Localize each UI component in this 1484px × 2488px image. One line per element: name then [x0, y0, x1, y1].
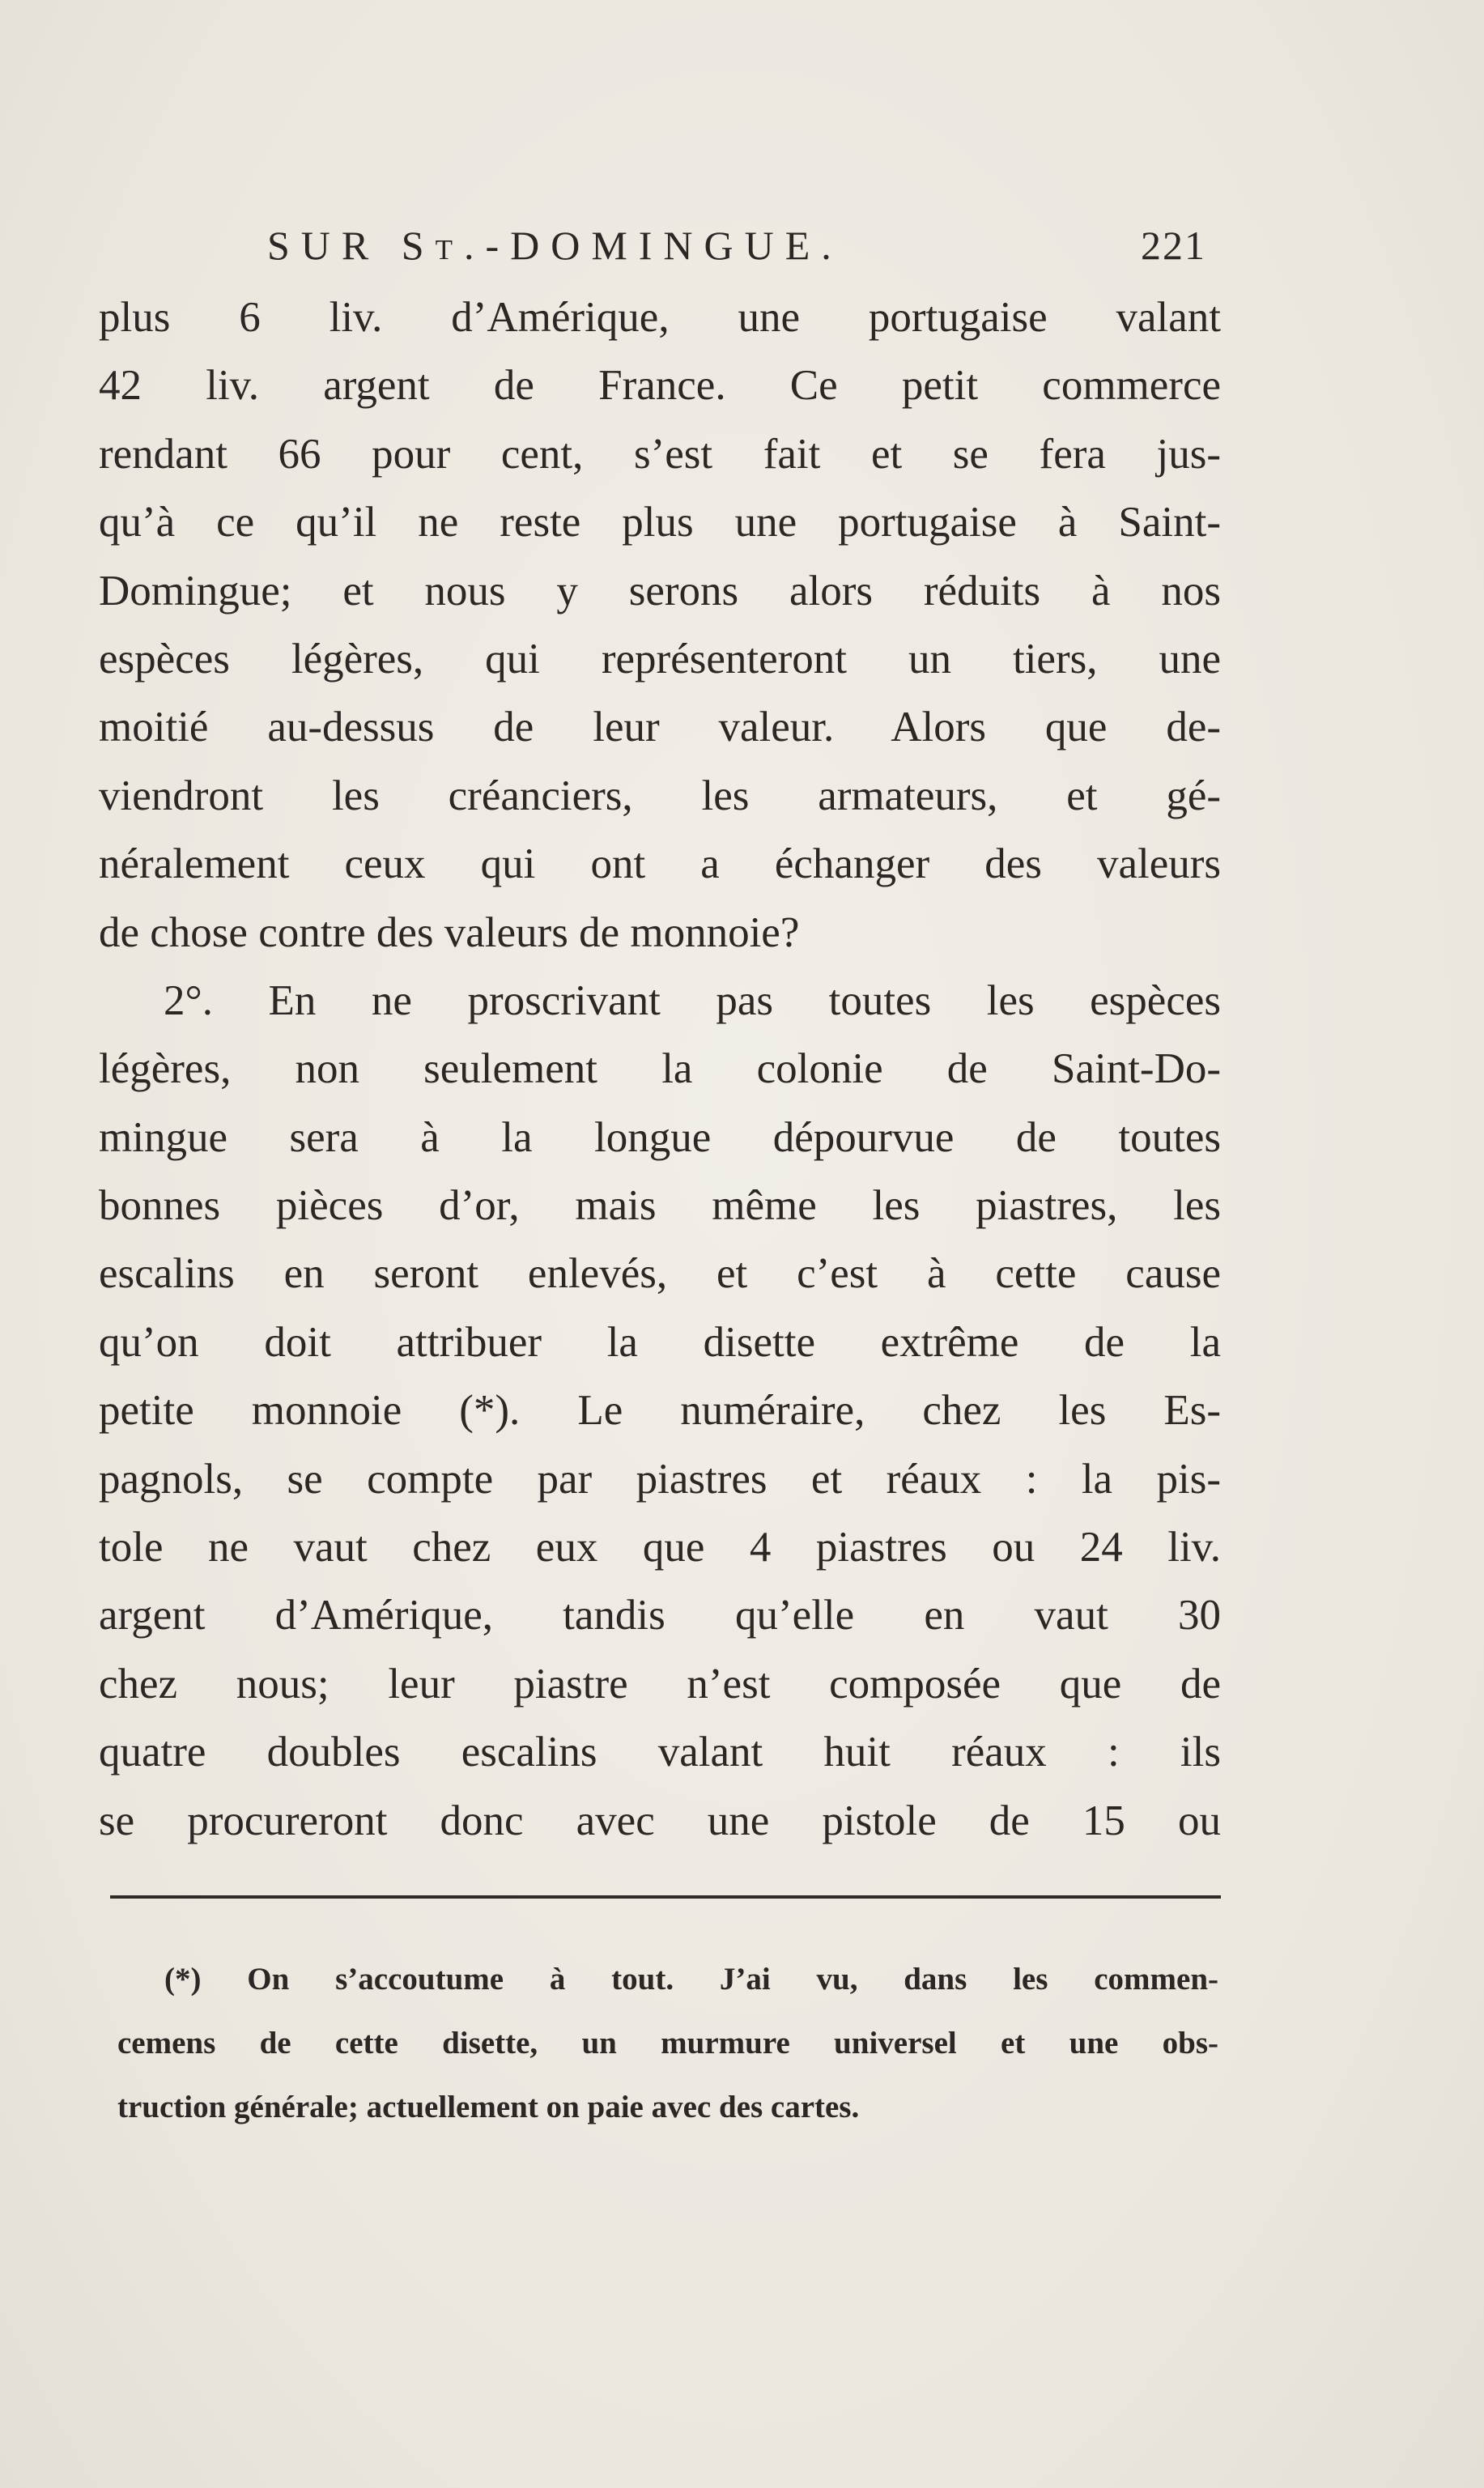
text-line: de chose contre des valeurs de monnoie? [99, 908, 800, 956]
text-line: escalins en seront enlevés, et c’est à cette cause [99, 1250, 1221, 1298]
text-line: plus 6 liv. d’Amérique, une portugaise valant [99, 294, 1221, 341]
text-line: bonnes pièces d’or, mais même les piastres, les [99, 1182, 1221, 1230]
footnote-rule [110, 1895, 1221, 1899]
text-line: argent d’Amérique, tandis qu’elle en vaut 30 [99, 1592, 1221, 1640]
text-line: néralement ceux qui ont a échanger des valeurs [99, 840, 1221, 888]
footnote-line: (*) On s’accoutume à tout. J’ai vu, dans les commen- [164, 1962, 1218, 1997]
text-line: 42 liv. argent de France. Ce petit commerce [99, 362, 1221, 410]
text-line: chez nous; leur piastre n’est composée que de [99, 1660, 1221, 1708]
text-line: se procureront donc avec une pistole de 15 ou [99, 1797, 1221, 1844]
text-line: 2°. En ne proscrivant pas toutes les espèces [164, 976, 1221, 1024]
text-line: tole ne vaut chez eux que 4 piastres ou 24 liv. [99, 1524, 1221, 1571]
footnote-line: cemens de cette disette, un murmure universel et une obs- [117, 2026, 1218, 2061]
text-line: quatre doubles escalins valant huit réaux : ils [99, 1729, 1221, 1776]
page-header [267, 217, 1206, 274]
footnote [117, 1947, 1218, 2139]
text-line: viendront les créanciers, les armateurs, et gé- [99, 772, 1221, 819]
text-line: qu’on doit attribuer la disette extrême de la [99, 1318, 1221, 1366]
text-line: légères, non seulement la colonie de Saint-Do- [99, 1045, 1221, 1093]
running-head: SUR St.-DOMINGUE. [267, 223, 843, 268]
body-text [99, 283, 1221, 1855]
text-line: petite monnoie (*). Le numéraire, chez les Es- [99, 1387, 1221, 1435]
text-line: espèces légères, qui représenteront un tiers, une [99, 635, 1221, 683]
text-line: rendant 66 pour cent, s’est fait et se fera jus- [99, 430, 1221, 478]
text-line: Domingue; et nous y serons alors réduits à nos [99, 567, 1221, 615]
text-line: pagnols, se compte par piastres et réaux : la pis- [99, 1455, 1221, 1503]
page-number: 221 [1141, 223, 1206, 268]
text-line: mingue sera à la longue dépourvue de toutes [99, 1113, 1221, 1161]
text-line: qu’à ce qu’il ne reste plus une portugaise à Saint- [99, 499, 1221, 547]
text-line: moitié au-dessus de leur valeur. Alors que de- [99, 704, 1221, 751]
footnote-line: truction générale; actuellement on paie avec des cartes. [117, 2090, 860, 2124]
